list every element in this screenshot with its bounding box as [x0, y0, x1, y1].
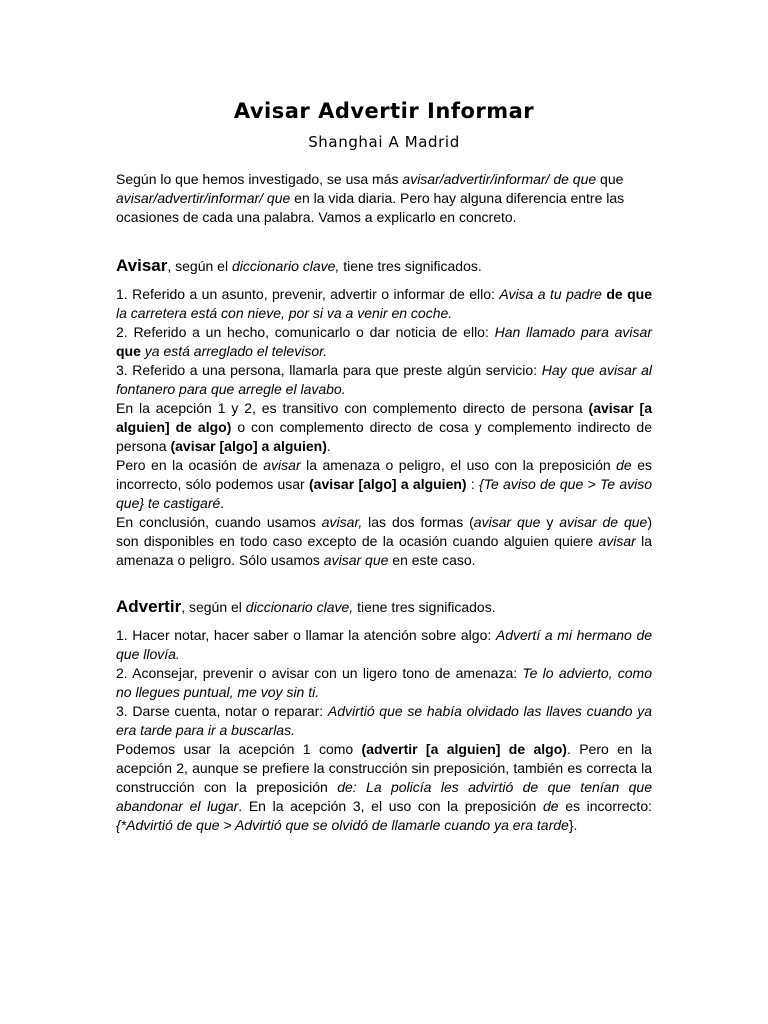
advertir-heading-text-2: diccionario clave,	[245, 599, 354, 615]
avisar-heading-text-3: tiene tres significados.	[339, 258, 482, 274]
advertir-definition-2	[116, 664, 652, 702]
advertir-definitions	[116, 626, 652, 835]
avisar-note2-text-9: .	[220, 495, 225, 511]
avisar-conclusion	[116, 513, 652, 570]
avisar-def1-text-1: 1. Referido a un asunto, prevenir, advertir o informar de ello:	[116, 286, 500, 302]
advertir-def2-text-2: Te lo advierto, como no llegues puntual, me voy sin ti.	[116, 665, 652, 700]
advertir-def3-text-1: 3. Darse cuenta, notar o reparar:	[116, 703, 328, 719]
avisar-concl-text-1: En conclusión, cuando usamos	[116, 514, 322, 530]
avisar-note2-text-2: avisar	[263, 457, 301, 473]
avisar-concl-text-11: en este caso.	[388, 552, 476, 568]
avisar-note-transitive	[116, 399, 652, 456]
advertir-note-text-2: (advertir [a alguien] de algo)	[361, 741, 567, 757]
avisar-definition-1	[116, 285, 652, 323]
document-title: Avisar Advertir Informar	[233, 99, 535, 123]
avisar-def2-text-1: 2. Referido a un hecho, comunicarlo o dar noticia de ello:	[116, 324, 495, 340]
avisar-concl-text-8: avisar	[598, 533, 636, 549]
avisar-note2-text-1: Pero en la ocasión de	[116, 457, 264, 473]
intro-text-4: avisar/advertir/informar/ que	[116, 190, 291, 206]
avisar-def1-text-4: la carretera está con nieve, por si va a venir en coche.	[116, 305, 453, 321]
advertir-heading	[116, 597, 652, 617]
avisar-concl-text-3: las dos formas (	[362, 514, 474, 530]
avisar-heading-text-2: diccionario clave,	[231, 258, 340, 274]
advertir-def2-text-1: 2. Aconsejar, prevenir o avisar con un ligero tono de amenaza:	[116, 665, 523, 681]
intro-text-1: Según lo que hemos investigado, se usa más	[116, 171, 403, 187]
avisar-def1-text-2: Avisa a tu padre	[499, 286, 607, 302]
avisar-heading-text-1: , según el	[167, 258, 232, 274]
advertir-def1-text-1: 1. Hacer notar, hacer saber o llamar la atención sobre algo:	[116, 627, 496, 643]
advertir-note-text-4: de: La policía les advirtió de que tenían que abandonar el lugar	[116, 779, 652, 814]
avisar-note1-text-2: (avisar [a alguien] de algo)	[116, 400, 653, 435]
advertir-note-text-6: de	[542, 798, 559, 814]
advertir-note-text-5: . En la acepción 3, el uso con la preposición	[238, 798, 543, 814]
intro-text-2: avisar/advertir/informar/ de que	[402, 171, 597, 187]
advertir-heading-text-1: , según el	[181, 599, 246, 615]
avisar-term: Avisar	[116, 256, 168, 275]
avisar-concl-text-9: la amenaza o peligro. Sólo usamos	[116, 533, 652, 568]
avisar-note1-text-4: (avisar [algo] a alguien)	[170, 438, 327, 454]
avisar-note1-text-1: En la acepción 1 y 2, es transitivo con complemento directo de persona	[116, 400, 589, 416]
advertir-note-text-7: es incorrecto:	[558, 798, 652, 814]
advertir-term: Advertir	[116, 597, 182, 616]
avisar-concl-text-5: y	[540, 514, 560, 530]
avisar-note1-text-5: .	[326, 438, 331, 454]
avisar-def1-text-3: de que	[606, 286, 652, 302]
advertir-def3-text-2: Advirtió que se había olvidado las llaves cuando ya era tarde para ir a buscarlas.	[116, 703, 653, 738]
avisar-def2-text-3: que	[116, 343, 141, 359]
advertir-note-text-3: . Pero en la acepción 2, aunque se prefiere la construcción sin preposición, también es correcta la construcción con la preposición	[116, 741, 652, 795]
avisar-note2-text-7: :	[466, 476, 480, 492]
avisar-definitions	[116, 285, 652, 570]
avisar-def3-text-1: 3. Referido a una persona, llamarla para que preste algún servicio:	[116, 362, 542, 378]
avisar-note2-text-4: de	[616, 457, 632, 473]
avisar-definition-3	[116, 361, 652, 399]
avisar-note2-text-6: (avisar [algo] a alguien)	[309, 476, 467, 492]
advertir-note-text-8: {*Advirtió de que > Advirtió que se olvidó de llamarle cuando ya era tarde	[116, 817, 569, 833]
document-subtitle: Shanghai A Madrid	[308, 133, 460, 151]
avisar-concl-text-2: avisar,	[321, 514, 363, 530]
intro-paragraph	[116, 170, 652, 227]
avisar-note2-text-3: la amenaza o peligro, el uso con la preposición	[300, 457, 617, 473]
avisar-note1-text-3: o con complemento directo de cosa y complemento indirecto de persona	[116, 419, 652, 454]
advertir-definition-3	[116, 702, 652, 740]
advertir-definition-1	[116, 626, 652, 664]
avisar-concl-text-7: ) son disponibles en todo caso excepto de la ocasión cuando alguien quiere	[116, 514, 653, 549]
avisar-def2-text-2: Han llamado para avisar	[494, 324, 652, 340]
advertir-note	[116, 740, 652, 835]
avisar-note-preposition	[116, 456, 652, 513]
advertir-def1-text-2: Advertí a mi hermano de que llovía.	[116, 627, 653, 662]
avisar-concl-text-10: avisar que	[323, 552, 389, 568]
avisar-heading	[116, 256, 652, 276]
advertir-note-text-9: }.	[568, 817, 578, 833]
avisar-concl-text-6: avisar de que	[559, 514, 648, 530]
avisar-definition-2	[116, 323, 652, 361]
advertir-heading-text-3: tiene tres significados.	[353, 599, 496, 615]
avisar-def2-text-4: ya está arreglado el televisor.	[140, 343, 328, 359]
avisar-note2-text-8: {Te aviso de que > Te aviso que} te castigaré	[116, 476, 653, 511]
avisar-def3-text-2: Hay que avisar al fontanero para que arregle el lavabo.	[116, 362, 652, 397]
advertir-note-text-1: Podemos usar la acepción 1 como	[116, 741, 362, 757]
intro-text-3: que	[596, 171, 624, 187]
intro-text-5: en la vida diaria. Pero hay alguna diferencia entre las ocasiones de cada una palabra. Vamos a explicarlo en concreto.	[116, 190, 625, 225]
avisar-concl-text-4: avisar que	[473, 514, 541, 530]
avisar-note2-text-5: es incorrecto, sólo podemos usar	[116, 457, 652, 492]
